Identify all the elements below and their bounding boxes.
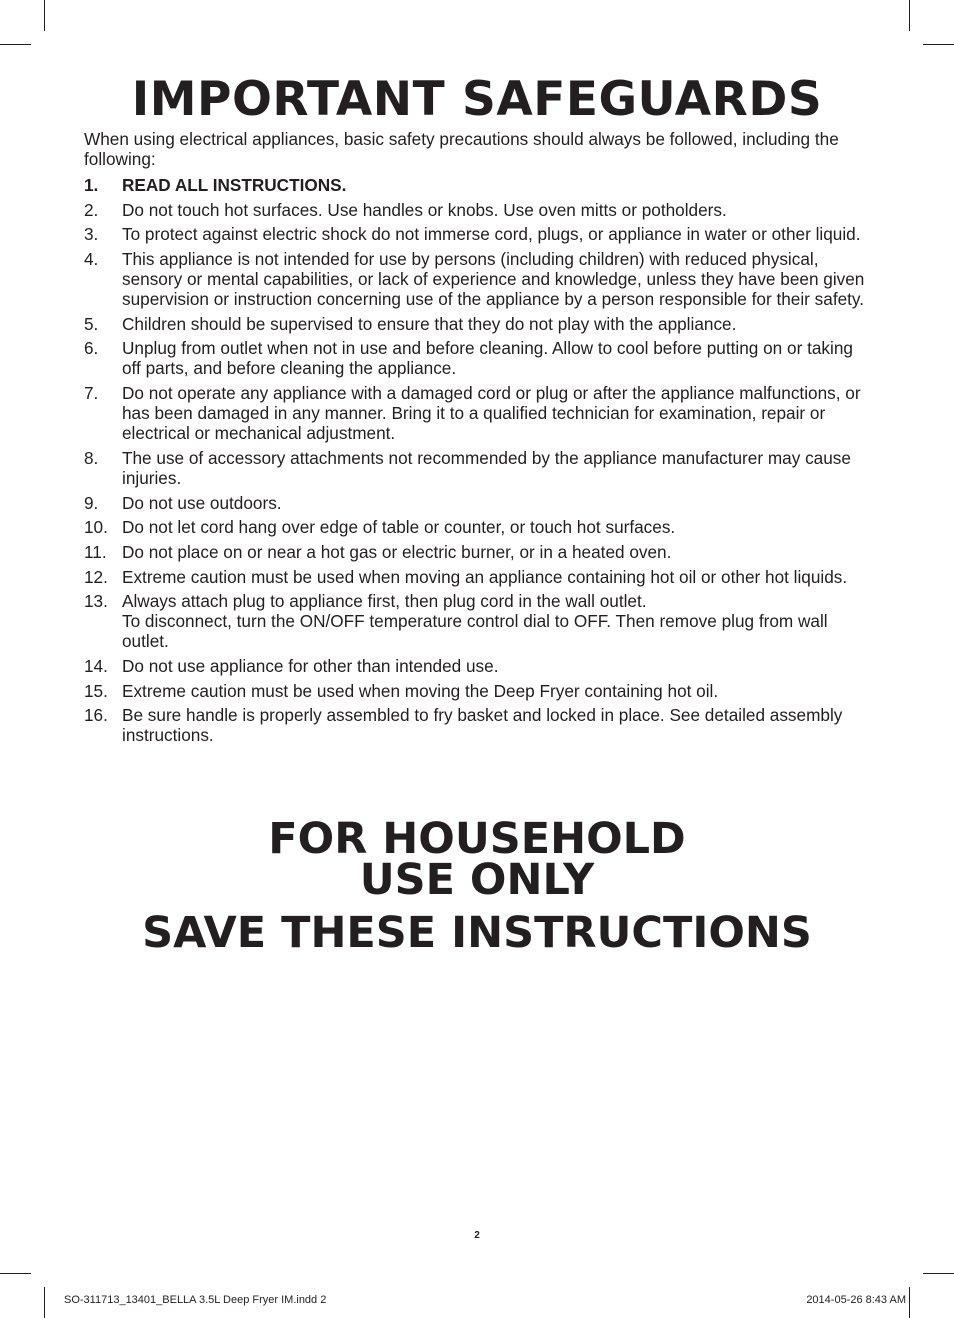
list-item xyxy=(84,383,874,443)
list-item xyxy=(84,175,874,195)
item-text: Do not use outdoors. xyxy=(122,492,282,513)
item-number: 1. xyxy=(84,175,99,195)
safeguards-list xyxy=(84,175,874,750)
item-text: Do not let cord hang over edge of table or counter, or touch hot surfaces. xyxy=(122,517,676,538)
crop-mark xyxy=(923,1273,954,1274)
item-text: Do not touch hot surfaces. Use handles or knobs. Use oven mitts or potholders. xyxy=(122,199,727,220)
item-text: Do not operate any appliance with a damaged cord or plug or after the appliance malfunctions, or has been damaged in any manner. Bring it to a qualified technician for examination, repair or electrical or mechanical adjustment. xyxy=(122,383,861,444)
item-number: 8. xyxy=(84,447,99,468)
slug-filename: SO-311713_13401_BELLA 3.5L Deep Fryer IM.indd 2 xyxy=(64,1294,327,1306)
crop-mark xyxy=(0,1273,31,1274)
list-item xyxy=(84,656,874,676)
item-text-line: Always attach plug to appliance first, then plug cord in the wall outlet. xyxy=(122,591,647,612)
crop-mark xyxy=(44,0,45,31)
item-number: 14. xyxy=(84,655,108,676)
list-item xyxy=(84,224,874,244)
save-instructions-heading: SAVE THESE INSTRUCTIONS xyxy=(142,908,812,958)
item-number: 12. xyxy=(84,566,108,587)
list-item xyxy=(84,681,874,701)
list-item xyxy=(84,314,874,334)
item-text: READ ALL INSTRUCTIONS. xyxy=(122,175,347,195)
item-number: 13. xyxy=(84,591,108,612)
page-title: IMPORTANT SAFEGUARDS xyxy=(131,72,823,127)
item-number: 16. xyxy=(84,705,108,726)
item-text: Do not place on or near a hot gas or electric burner, or in a heated oven. xyxy=(122,541,672,562)
list-item xyxy=(84,517,874,537)
item-text: Be sure handle is properly assembled to fry basket and locked in place. See detailed assembly instructions. xyxy=(122,705,843,746)
item-number: 2. xyxy=(84,199,99,220)
list-item xyxy=(84,338,874,378)
list-item xyxy=(84,542,874,562)
item-text xyxy=(122,591,874,651)
page-number: 2 xyxy=(474,1230,480,1241)
item-text: Children should be supervised to ensure that they do not play with the appliance. xyxy=(122,313,737,334)
item-text: Extreme caution must be used when moving an appliance containing hot oil or other hot liquids. xyxy=(122,566,848,587)
slug-date: 2014-05-26 8:43 AM xyxy=(806,1294,906,1306)
list-item xyxy=(84,249,874,309)
household-heading-line2: USE ONLY xyxy=(359,855,595,905)
household-heading-line1: FOR HOUSEHOLD xyxy=(268,814,686,864)
intro-text: When using electrical appliances, basic safety precautions should always be followed, including the following: xyxy=(84,129,839,169)
item-number: 10. xyxy=(84,517,108,538)
list-item xyxy=(84,448,874,488)
item-text: This appliance is not intended for use by persons (including children) with reduced physical, sensory or mental capabilities, or lack of experience and knowledge, unless they have been given supervision or instruction concerning use of the appliance by a person responsible for their safety. xyxy=(122,249,865,310)
item-number: 7. xyxy=(84,383,99,404)
item-text-line: To disconnect, turn the ON/OFF temperature control dial to OFF. Then remove plug from wall outlet. xyxy=(122,611,828,652)
item-number: 6. xyxy=(84,338,99,359)
list-item xyxy=(84,591,874,651)
crop-mark xyxy=(0,44,31,45)
item-number: 3. xyxy=(84,224,99,245)
crop-mark xyxy=(909,1287,910,1318)
item-number: 5. xyxy=(84,313,99,334)
item-number: 15. xyxy=(84,680,108,701)
crop-mark xyxy=(44,1287,45,1318)
item-text: Extreme caution must be used when moving the Deep Fryer containing hot oil. xyxy=(122,680,719,701)
item-text: Do not use appliance for other than intended use. xyxy=(122,655,499,676)
item-number: 9. xyxy=(84,492,99,513)
item-text: The use of accessory attachments not recommended by the appliance manufacturer may cause injuries. xyxy=(122,447,851,488)
list-item xyxy=(84,567,874,587)
item-text: Unplug from outlet when not in use and before cleaning. Allow to cool before putting on or taking off parts, and before cleaning the appliance. xyxy=(122,338,853,379)
item-number: 4. xyxy=(84,249,99,270)
item-text: To protect against electric shock do not immerse cord, plugs, or appliance in water or other liquid. xyxy=(122,224,861,245)
crop-mark xyxy=(909,0,910,31)
crop-mark xyxy=(923,44,954,45)
list-item xyxy=(84,200,874,220)
list-item xyxy=(84,493,874,513)
list-item xyxy=(84,705,874,745)
item-number: 11. xyxy=(84,541,107,562)
